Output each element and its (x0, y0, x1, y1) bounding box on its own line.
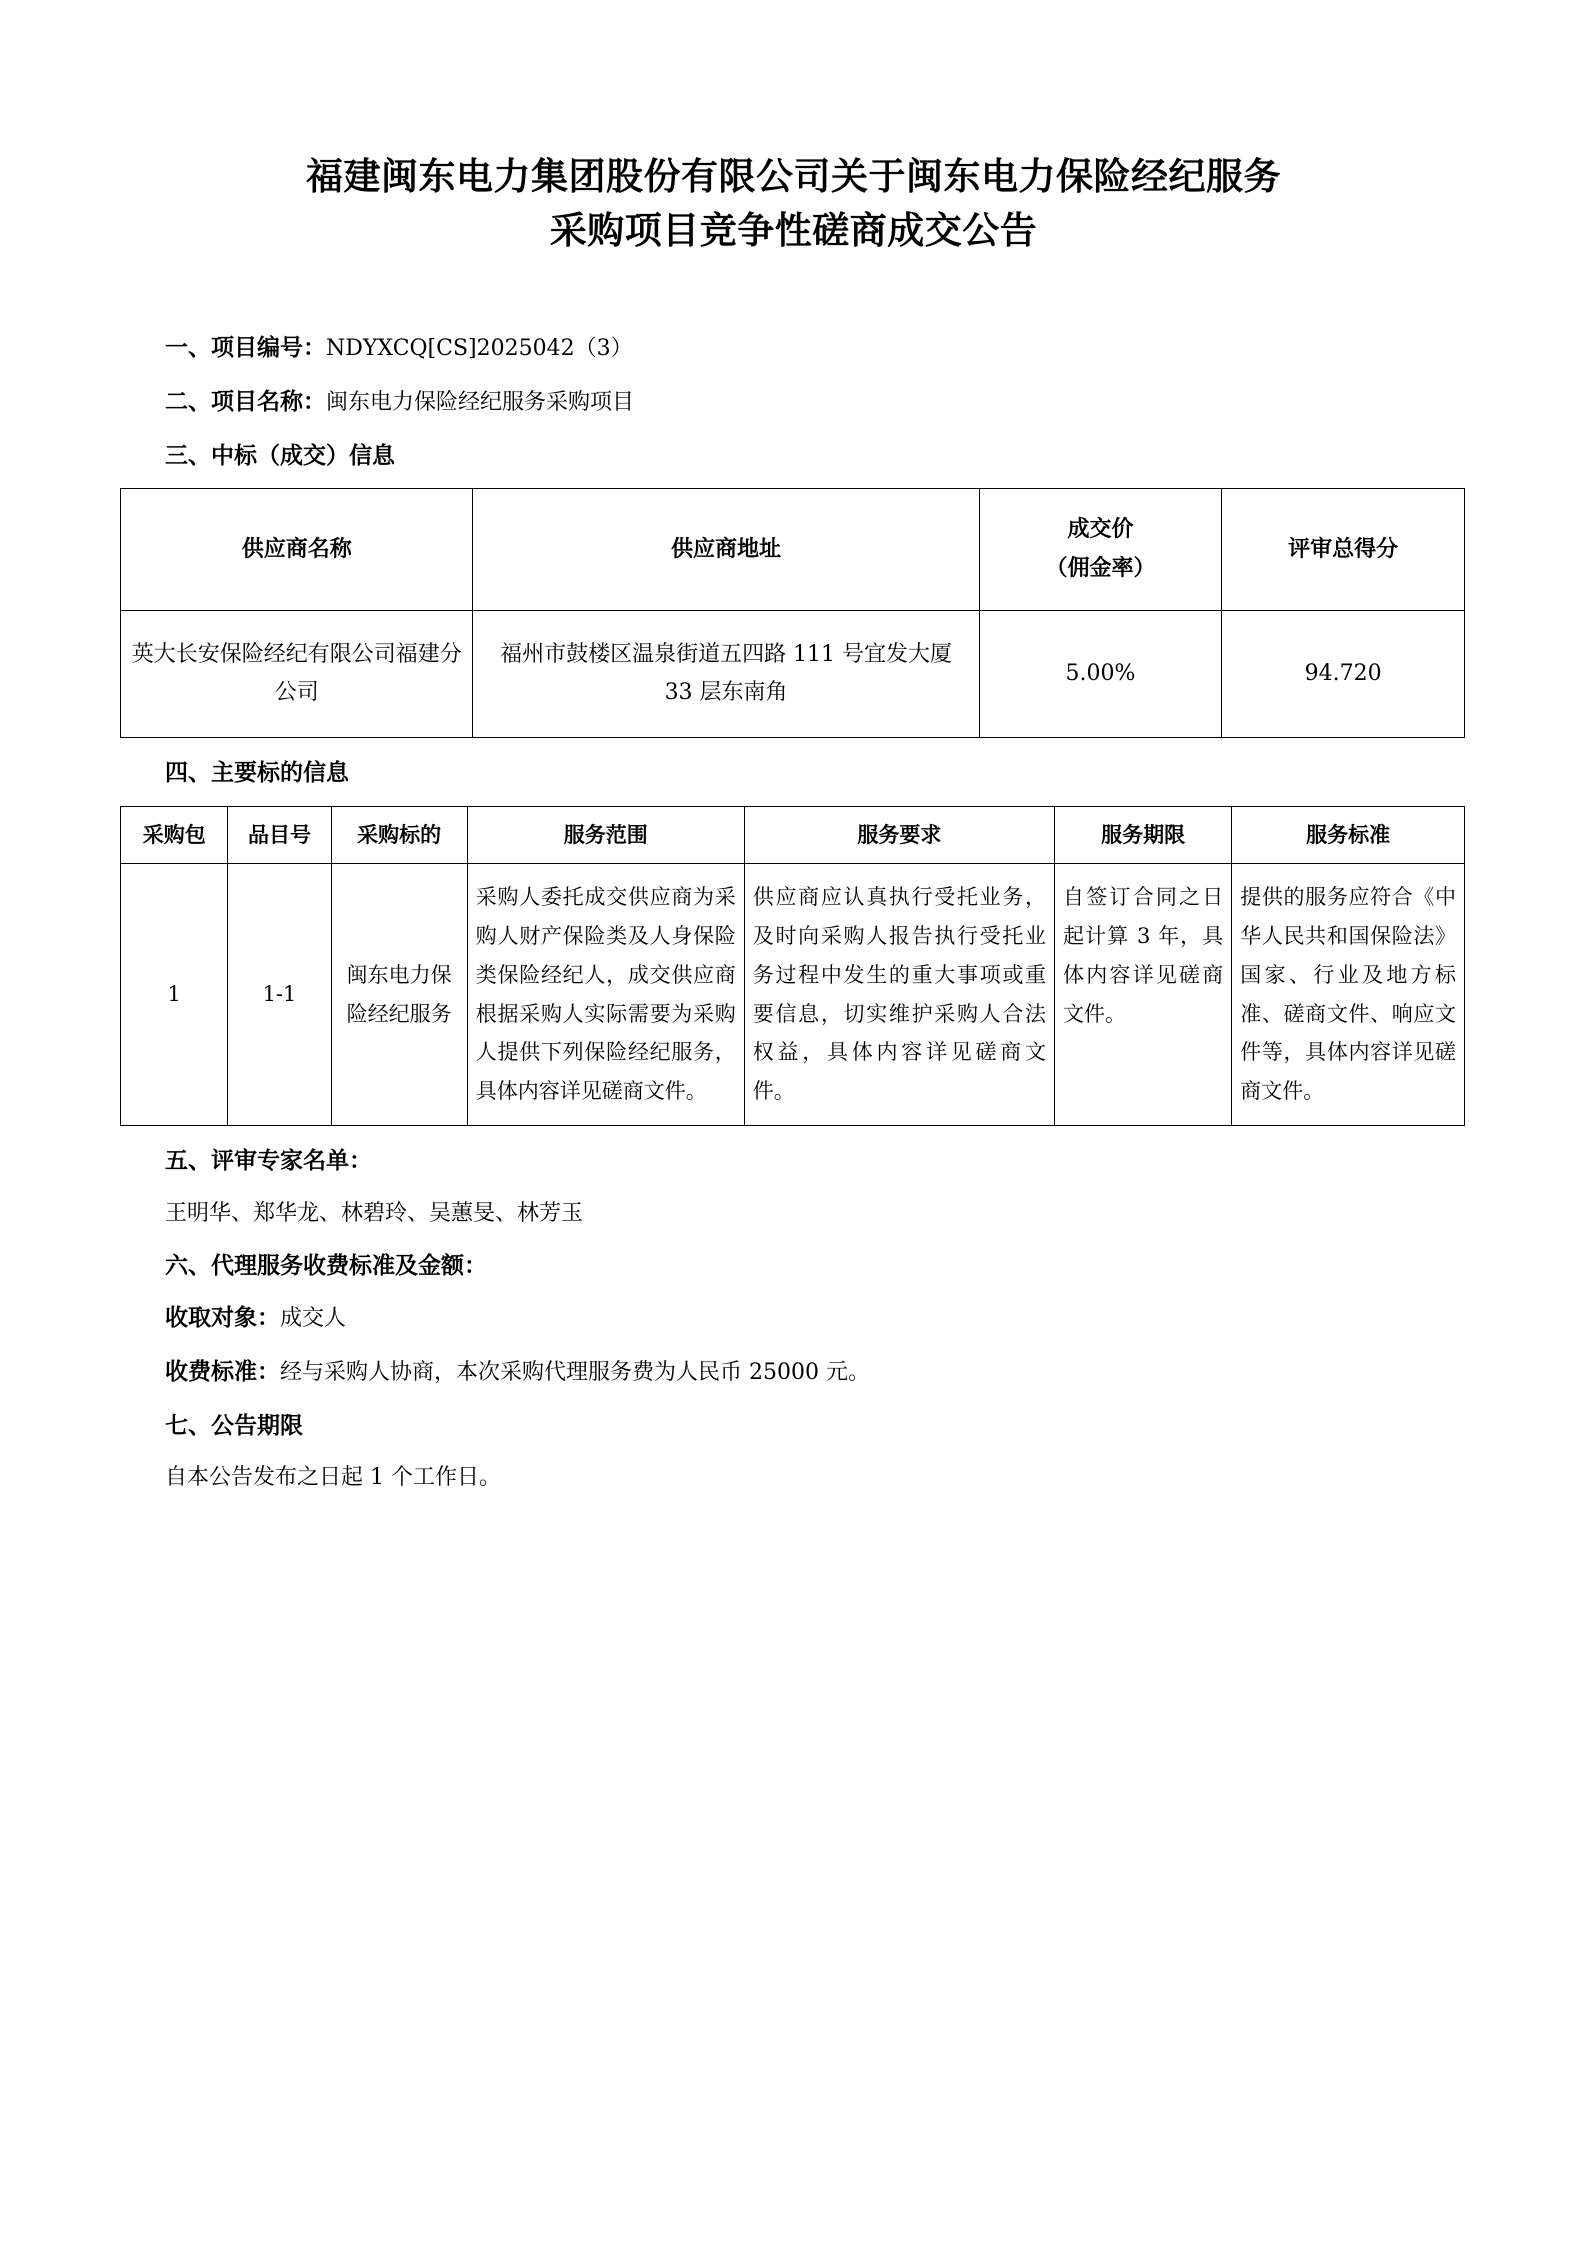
project-number-label: 一、项目编号： (165, 335, 326, 362)
column-header-item-no: 品目号 (228, 807, 331, 864)
cell-standard: 提供的服务应符合《中华人民共和国保险法》国家、行业及地方标准、磋商文件、响应文件等，具体内容详见磋商文件。 (1232, 864, 1465, 1126)
cell-supplier-name: 英大长安保险经纪有限公司福建分公司 (121, 611, 473, 738)
cell-score: 94.720 (1222, 611, 1465, 738)
award-info-table (120, 488, 1465, 738)
cell-supplier-address: 福州市鼓楼区温泉街道五四路 111 号宜发大厦 33 层东南角 (473, 611, 979, 738)
cell-requirement: 供应商应认真执行受托业务，及时向采购人报告执行受托业务过程中发生的重大事项或重要信息，切实维护采购人合法权益，具体内容详见磋商文件。 (744, 864, 1054, 1126)
project-number-value: NDYXCQ[CS]2025042（3） (326, 336, 633, 362)
notice-period-row (120, 1456, 1467, 1500)
cell-subject: 闽东电力保险经纪服务 (331, 864, 467, 1126)
column-header-subject: 采购标的 (331, 807, 467, 864)
experts-heading: 五、评审专家名单： (165, 1148, 372, 1175)
cell-item-no: 1-1 (228, 864, 331, 1126)
fee-target-value: 成交人 (280, 1306, 347, 1332)
experts-value (120, 1192, 1467, 1236)
table-row (121, 611, 1465, 738)
experts-list: 王明华、郑华龙、林碧玲、吴蕙旻、林芳玉 (165, 1200, 584, 1226)
column-header-scope: 服务范围 (467, 807, 744, 864)
fee-target-row (120, 1297, 1467, 1341)
main-subject-heading: 四、主要标的信息 (165, 760, 349, 787)
cell-scope: 采购人委托成交供应商为采购人财产保险类及人身保险类保险经纪人，成交供应商根据采购人实际需要为采购人提供下列保险经纪服务，具体内容详见磋商文件。 (467, 864, 744, 1126)
agency-fee-heading: 六、代理服务收费标准及金额： (165, 1253, 487, 1280)
column-header-price-line-2: （佣金率） (1045, 555, 1156, 581)
column-header-price (979, 489, 1222, 611)
main-subject-table (120, 806, 1465, 1126)
column-header-supplier-name: 供应商名称 (121, 489, 473, 611)
column-header-requirement: 服务要求 (744, 807, 1054, 864)
column-header-score: 评审总得分 (1222, 489, 1465, 611)
page-title (160, 150, 1427, 257)
cell-package: 1 (121, 864, 228, 1126)
notice-period-heading: 七、公告期限 (165, 1412, 303, 1439)
page-title-line-2: 采购项目竞争性磋商成交公告 (549, 208, 1038, 252)
table-header-row (121, 489, 1465, 611)
table-header-row (121, 807, 1465, 864)
fee-standard-value: 经与采购人协商，本次采购代理服务费为人民币 25000 元。 (280, 1359, 870, 1385)
project-number-row (120, 327, 1467, 371)
fee-standard-row (120, 1351, 1467, 1395)
project-name-row (120, 381, 1467, 425)
column-header-period: 服务期限 (1055, 807, 1232, 864)
fee-target-label: 收取对象： (165, 1305, 280, 1332)
column-header-price-line-1: 成交价 (1067, 517, 1134, 543)
column-header-supplier-address: 供应商地址 (473, 489, 979, 611)
fee-standard-label: 收费标准： (165, 1358, 280, 1385)
column-header-package: 采购包 (121, 807, 228, 864)
page-title-line-1: 福建闽东电力集团股份有限公司关于闽东电力保险经纪服务 (306, 155, 1281, 198)
cell-period: 自签订合同之日起计算 3 年，具体内容详见磋商文件。 (1055, 864, 1232, 1126)
project-name-value: 闽东电力保险经纪服务采购项目 (326, 389, 635, 415)
award-info-heading: 三、中标（成交）信息 (165, 442, 395, 469)
notice-period-value: 自本公告发布之日起 1 个工作日。 (165, 1465, 501, 1491)
title-spacer (120, 257, 1467, 327)
cell-price: 5.00% (979, 611, 1222, 738)
column-header-standard: 服务标准 (1232, 807, 1465, 864)
project-name-label: 二、项目名称： (165, 388, 326, 415)
table-row (121, 864, 1465, 1126)
